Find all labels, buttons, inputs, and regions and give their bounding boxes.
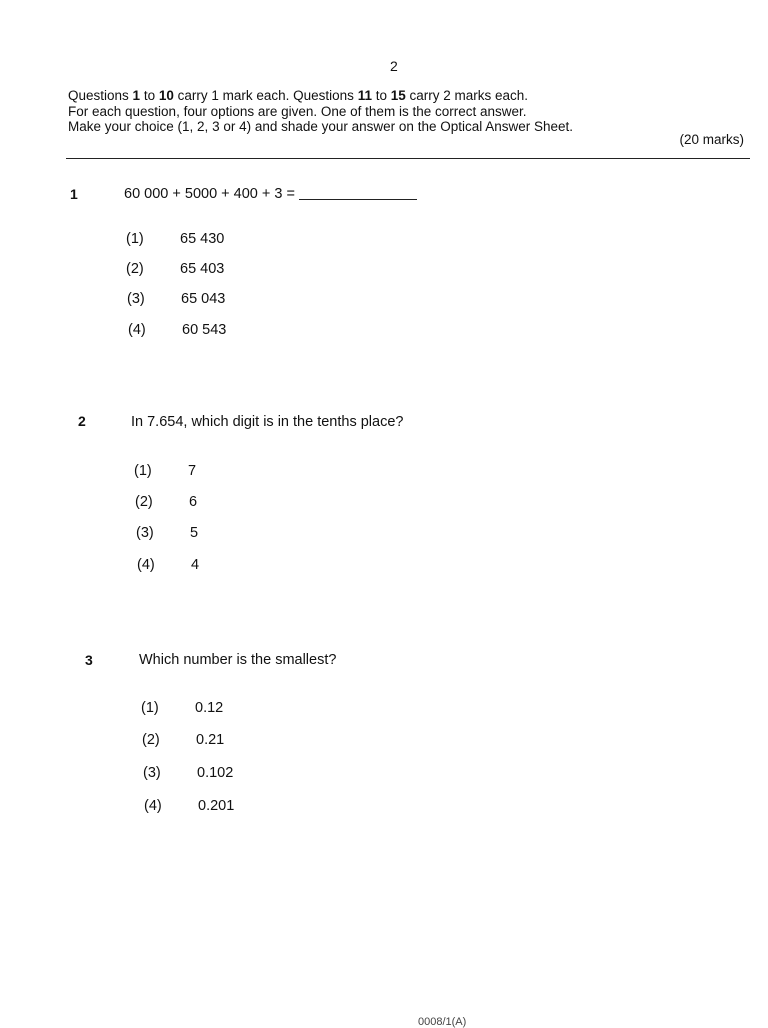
option-value: 60 543	[182, 322, 227, 338]
instr-text: carry 2 marks each.	[405, 88, 529, 103]
option	[126, 261, 224, 277]
option	[135, 494, 197, 510]
option	[144, 798, 234, 814]
instr-number: 11	[357, 88, 372, 103]
instr-text: to	[371, 88, 391, 103]
option	[141, 700, 223, 716]
instr-text: carry 1 mark each. Questions	[173, 88, 358, 103]
option-value: 6	[189, 494, 198, 510]
section-divider	[66, 158, 750, 159]
option	[143, 765, 233, 781]
option-value: 65 430	[180, 231, 225, 247]
question-number: 1	[70, 186, 78, 202]
option	[128, 322, 226, 338]
instr-text: Questions	[68, 88, 133, 103]
option-label: (1)	[134, 463, 152, 479]
instructions-line-3: Make your choice (1, 2, 3 or 4) and shade your answer on the Optical Answer Sheet.	[68, 119, 574, 134]
option	[136, 525, 198, 541]
option	[127, 291, 225, 307]
option-value: 0.12	[195, 700, 224, 716]
option-label: (3)	[127, 291, 145, 307]
instr-text: to	[140, 88, 159, 103]
option-value: 65 403	[180, 261, 225, 277]
option-label: (3)	[136, 525, 154, 541]
option	[126, 231, 224, 247]
option-label: (4)	[128, 322, 146, 338]
option-label: (2)	[142, 732, 160, 748]
option-value: 5	[190, 525, 199, 541]
instructions-line-1	[68, 88, 748, 104]
question-text: In 7.654, which digit is in the tenths place?	[131, 414, 404, 430]
option-label: (4)	[137, 557, 155, 573]
option-label: (2)	[135, 494, 153, 510]
option-value: 0.201	[198, 798, 235, 814]
instructions	[68, 88, 748, 135]
option-label: (4)	[144, 798, 162, 814]
paper-code: 0008/1(A)	[418, 1016, 467, 1028]
page-number: 2	[390, 58, 398, 74]
option-value: 7	[188, 463, 197, 479]
option	[134, 463, 196, 479]
option-label: (3)	[143, 765, 161, 781]
option-value: 65 043	[181, 291, 226, 307]
question-number: 3	[85, 652, 93, 668]
option-label: (1)	[141, 700, 159, 716]
option-value: 0.102	[197, 765, 234, 781]
option-label: (2)	[126, 261, 144, 277]
option	[137, 557, 199, 573]
option	[142, 732, 224, 748]
option-label: (1)	[126, 231, 144, 247]
question-text: Which number is the smallest?	[139, 652, 337, 668]
instr-number: 1	[132, 88, 141, 103]
option-value: 0.21	[196, 732, 225, 748]
question-text	[124, 186, 417, 202]
answer-blank	[299, 199, 417, 200]
option-value: 4	[191, 557, 200, 573]
instr-number: 10	[158, 88, 174, 103]
instr-number: 15	[390, 88, 406, 103]
question-number: 2	[78, 413, 86, 429]
instructions-line-2: For each question, four options are given. One of them is the correct answer.	[68, 103, 527, 119]
total-marks: (20 marks)	[679, 132, 744, 147]
question-expression: 60 000 + 5000 + 400 + 3 =	[124, 186, 295, 202]
